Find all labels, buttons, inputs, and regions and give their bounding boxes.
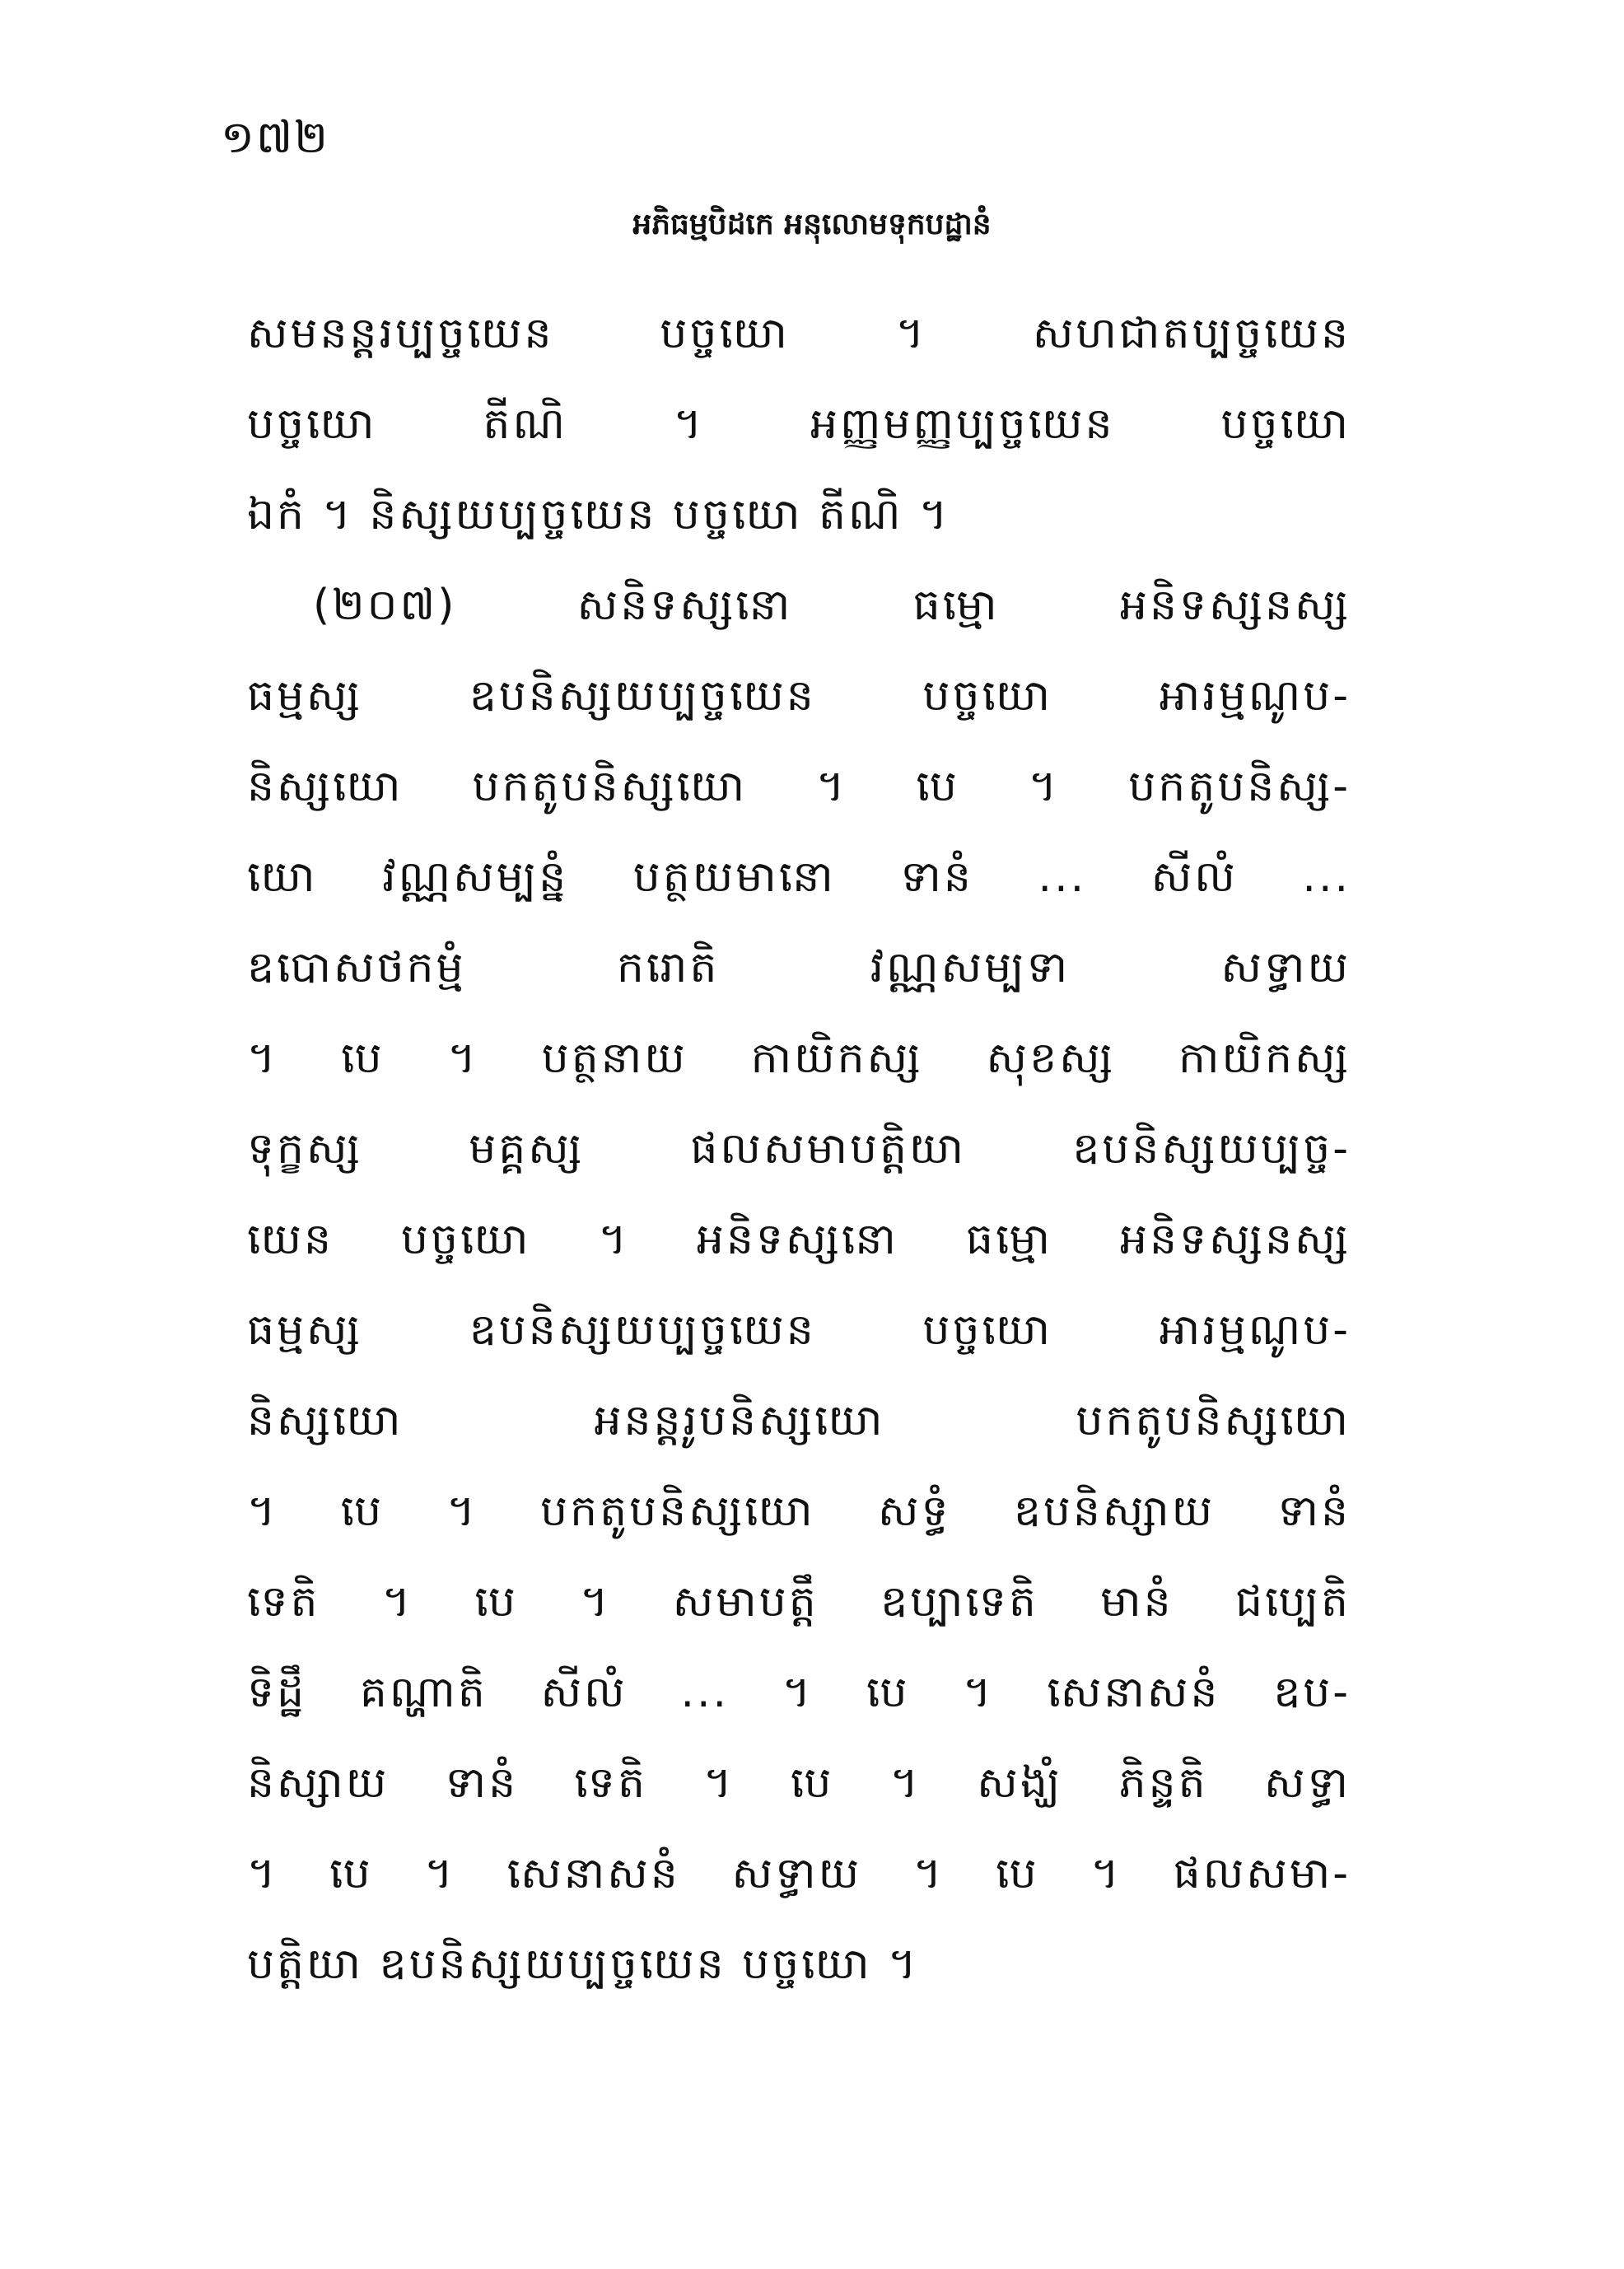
text-line: ទេតិ ។ បេ ។ សមាបត្តឹ ឧប្បាទេតិ មានំ ជប្បេតិ: [247, 1577, 1351, 1627]
text-line: ធម្មស្ស ឧបនិស្សយប្បច្ចយេន បច្ចយោ អារម្មណូប-: [247, 671, 1351, 721]
text-line: ទុក្ខស្ស មគ្គស្ស ផលសមាបត្តិយា ឧបនិស្សយប្បច្ច-: [247, 1124, 1351, 1174]
text-line: ។ បេ ។ បកតូបនិស្សយោ សទ្ធំ ឧបនិស្សាយ ទានំ: [247, 1487, 1351, 1536]
text-line: បច្ចយោ តីណិ ។ អញ្ញមញ្ញប្បច្ចយេន បច្ចយោ: [247, 399, 1351, 449]
text-line: យោ វណ្ណសម្បន្នំ បត្ថយមានោ ទានំ ... សីលំ ...: [247, 852, 1351, 902]
text-line: ឯកំ ។ និស្សយប្បច្ចយេន បច្ចយោ តីណិ ។: [247, 490, 950, 539]
text-line: ។ បេ ។ សេនាសនំ សទ្ធាយ ។ បេ ។ ផលសមា-: [247, 1849, 1351, 1898]
text-line: និស្សយោ បកតូបនិស្សយោ ។ បេ ។ បកតូបនិស្ស-: [247, 762, 1351, 811]
text-line: ឧបោសថកម្មំ ករោតិ វណ្ណសម្បទា សទ្ធាយ: [247, 943, 1351, 992]
body-text: [247, 288, 1351, 2010]
running-header: អភិធម្មបិដកេ អនុលោមទុកបដ្ឋានំ: [632, 208, 992, 241]
text-line: ។ បេ ។ បត្ថនាយ កាយិកស្ស សុខស្ស កាយិកស្ស: [247, 1034, 1351, 1083]
text-line: និស្សាយ ទានំ ទេតិ ។ បេ ។ សង្ឃំ ភិន្ទតិ សទ្ធា: [247, 1758, 1351, 1808]
text-line: និស្សយោ អនន្តរូបនិស្សយោ បកតូបនិស្សយោ: [247, 1396, 1351, 1445]
text-line: បត្តិយា ឧបនិស្សយប្បច្ចយេន បច្ចយោ ។: [247, 1940, 919, 1989]
text-line: ទិដ្ឋឹ គណ្ហាតិ សីលំ ... ។ បេ ។ សេនាសនំ ឧប-: [247, 1668, 1351, 1717]
text-line: ធម្មស្ស ឧបនិស្សយប្បច្ចយេន បច្ចយោ អារម្មណូប-: [247, 1305, 1351, 1355]
paragraph-start-line: (២០៧) សនិទស្សនោ ធម្មោ អនិទស្សនស្ស: [313, 581, 1351, 630]
page-number: ១៧២: [221, 111, 330, 163]
text-line: យេន បច្ចយោ ។ អនិទស្សនោ ធម្មោ អនិទស្សនស្ស: [247, 1215, 1351, 1264]
text-line: សមនន្តរប្បច្ចយេន បច្ចយោ ។ សហជាតប្បច្ចយេន: [247, 309, 1351, 358]
